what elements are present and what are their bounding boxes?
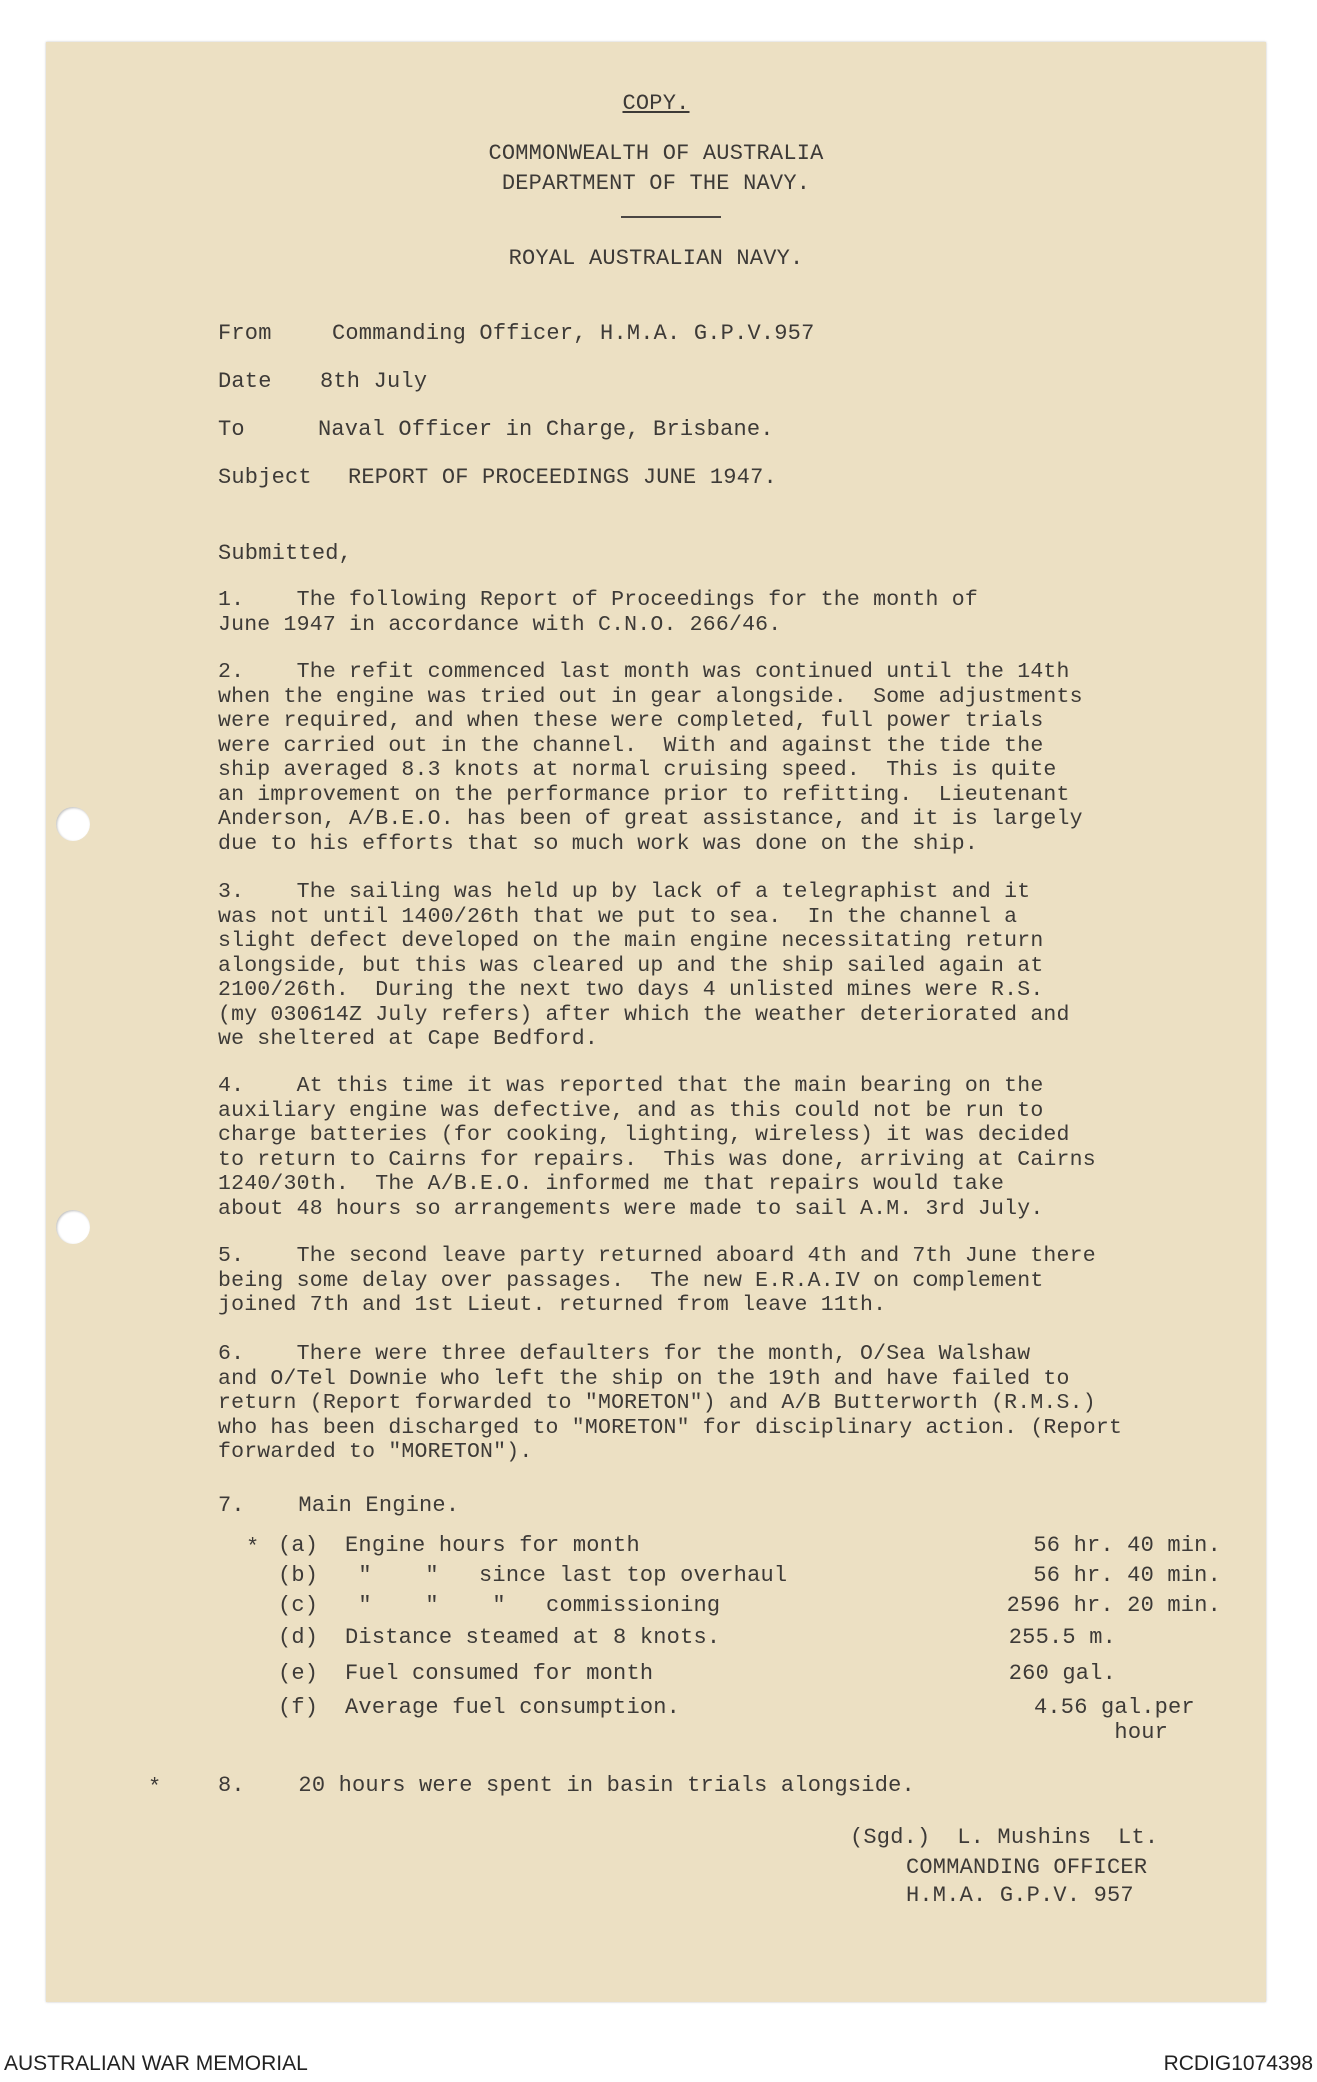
paragraph-1: 1. The following Report of Proceedings for the month of June 1947 in accordance with C.N.O. 266/46. [218,588,978,637]
date-value: 8th July [320,369,428,394]
subject-value: REPORT OF PROCEEDINGS JUNE 1947. [348,465,777,490]
to-label: To [218,417,245,442]
engine-row-label: (c) " " " commissioning [278,1593,721,1618]
engine-row-value: 255.5 m. [1008,1625,1116,1650]
signature-line: (Sgd.) L. Mushins Lt. [850,1825,1159,1850]
engine-row-value: 56 hr. 40 min. [1033,1533,1221,1558]
engine-row-value: 56 hr. 40 min. [1033,1563,1221,1588]
from-label: From [218,321,272,346]
to-value: Naval Officer in Charge, Brisbane. [318,417,774,442]
divider [621,216,721,218]
asterisk-mark: * [148,1775,162,1800]
paragraph-3: 3. The sailing was held up by lack of a telegraphist and it was not until 1400/26th that we put to sea. In the channel a slight defect developed on the main engine necessitating return alongside, but this was cleared up and the ship sailed again at 2100/26th. During the next two days 4 unlisted mines were R.S. (my 030614Z July refers) after which the weather deteriorated and we sheltered at Cape Bedford. [218,880,1070,1051]
signatory-title: COMMANDING OFFICER [906,1855,1148,1880]
paragraph-2: 2. The refit commenced last month was continued until the 14th when the engine was tried out in gear alongside. Some adjustments were required, and when these were completed, full power trials were carried out in the channel. With and against the tide the ship averaged 8.3 knots at normal cruising speed. This is quite an improvement on the performance prior to refitting. Lieutenant Anderson, A/B.E.O. has been of great assistance, and it is largely due to his efforts that so much work was done on the ship. [218,660,1083,856]
engine-row-label: (f) Average fuel consumption. [278,1695,681,1720]
engine-row-label: (a) Engine hours for month [278,1533,640,1558]
engine-row-label: (b) " " since last top overhaul [278,1563,788,1588]
paragraph-8: 8. 20 hours were spent in basin trials alongside. [218,1773,915,1798]
date-label: Date [218,369,272,394]
commonwealth-heading: COMMONWEALTH OF AUSTRALIA [488,141,824,166]
paragraph-6: 6. There were three defaulters for the month, O/Sea Walshaw and O/Tel Downie who left the ship on the 19th and have failed to return (Report forwarded to "MORETON") and A/B Butterworth (R.M.S.) who has been discharged to "MORETON" for disciplinary action. (Report forwarded to "MORETON"). [218,1342,1123,1464]
main-engine-heading: 7. Main Engine. [218,1493,460,1518]
from-value: Commanding Officer, H.M.A. G.P.V.957 [332,321,815,346]
subject-label: Subject [218,465,312,490]
submitted-line: Submitted, [218,541,353,566]
engine-row-label: (e) Fuel consumed for month [278,1661,654,1686]
engine-row-value: 2596 hr. 20 min. [1006,1593,1221,1618]
paragraph-5: 5. The second leave party returned aboard 4th and 7th June there being some delay over passages. The new E.R.A.IV on complement joined 7th and 1st Lieut. returned from leave 11th. [218,1244,1096,1317]
engine-row-value: 4.56 gal.per hour [1034,1695,1195,1745]
archive-credit: AUSTRALIAN WAR MEMORIAL [4,2052,308,2075]
department-heading: DEPARTMENT OF THE NAVY. [501,171,811,196]
asterisk-mark: * [246,1535,260,1560]
archive-reference: RCDIG1074398 [1163,2052,1313,2075]
punch-hole [56,807,90,841]
document-page [46,42,1266,2002]
paragraph-4: 4. At this time it was reported that the main bearing on the auxiliary engine was defective, and as this could not be run to charge batteries (for cooking, lighting, wireless) it was decided to return to Cairns for repairs. This was done, arriving at Cairns 1240/30th. The A/B.E.O. informed me that repairs would take about 48 hours so arrangements were made to sail A.M. 3rd July. [218,1074,1096,1221]
navy-heading: ROYAL AUSTRALIAN NAVY. [508,246,804,271]
copy-heading: COPY. [622,91,690,116]
punch-hole [56,1210,90,1244]
signatory-unit: H.M.A. G.P.V. 957 [906,1883,1134,1908]
engine-row-value: 260 gal. [1008,1661,1116,1686]
engine-row-label: (d) Distance steamed at 8 knots. [278,1625,721,1650]
